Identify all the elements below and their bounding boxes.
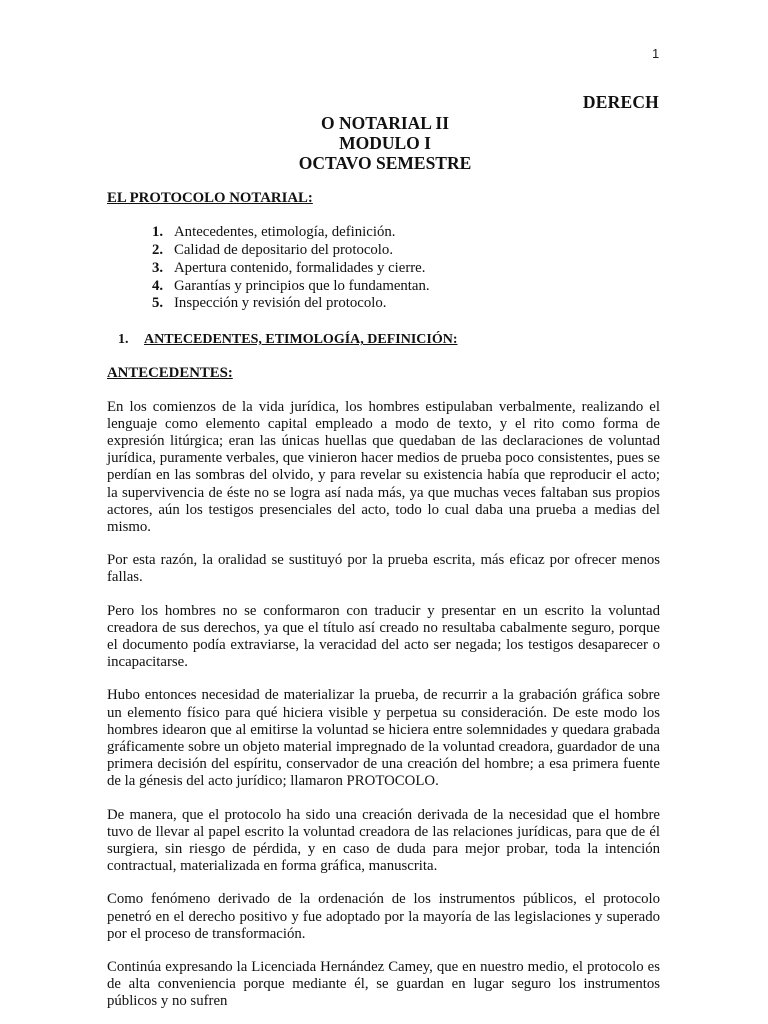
topic-item (152, 242, 660, 260)
paragraph: Por esta razón, la oralidad se sustituyó por la prueba escrita, más eficaz por ofrecer menos fallas. (107, 552, 660, 586)
document-body (107, 190, 660, 1011)
topic-list (107, 224, 660, 313)
topic-item (152, 295, 660, 313)
topic-number: 2. (152, 242, 164, 258)
topic-number: 5. (152, 295, 164, 312)
title-line-4: OCTAVO SEMESTRE (298, 153, 472, 173)
paragraph: De manera, que el protocolo ha sido una creación derivada de la necesidad que el hombre tuvo de llevar al papel escrito la voluntad creadora de las relaciones jurídicas, para que de él surgiera, sin riesgo de pérdida, y en caso de duda para mejor probar, toda la intención contractual, materializada en forma gráfica, manuscrita. (107, 806, 660, 875)
paragraph: Continúa expresando la Licenciada Hernández Camey, que en nuestro medio, el protocolo es de alta conveniencia porque mediante él, se guardan en lugar seguro los instrumentos públicos y no sufren (107, 959, 660, 1010)
antecedentes-heading: ANTECEDENTES: (107, 365, 233, 382)
topic-text: Calidad de depositario del protocolo. (174, 242, 394, 258)
topic-number: 3. (152, 259, 164, 276)
subsection-title: ANTECEDENTES, ETIMOLOGÍA, DEFINICIÓN: (144, 332, 458, 348)
page-number: 1 (652, 46, 660, 61)
paragraph: Pero los hombres no se conformaron con traducir y presentar en un escrito la voluntad creadora de sus derechos, ya que el título así creado no resultaba cabalmente seguro, porque el documento podía extraviarse, la veracidad del acto ser negada; los testigos desaparecer o incapacitarse. (107, 602, 660, 671)
title-block (0, 113, 768, 173)
topic-text: Garantías y principios que lo fundamentan. (174, 277, 430, 294)
topic-text: Inspección y revisión del protocolo. (174, 295, 387, 312)
subsection-number: 1. (118, 332, 129, 348)
paragraph: Hubo entonces necesidad de materializar la prueba, de recurrir a la grabación gráfica sobre un elemento físico para qué hiciera visible y perpetua su consideración. De este modo los hombres idearon que al emitirse la voluntad se hiciera entre solemnidades y quedara grabada gráficamente sobre un objeto material impregnado de la voluntad creadora, guardador de una primera decisión del espíritu, conservador de una creación del hombre; a esa primera fuente de la génesis del acto jurídico; llamaron PROTOCOLO. (107, 687, 660, 790)
topic-item (152, 278, 660, 296)
title-line-2: O NOTARIAL II (320, 113, 450, 133)
section-heading: EL PROTOCOLO NOTARIAL: (107, 190, 313, 206)
paragraph: Como fenómeno derivado de la ordenación de los instrumentos públicos, el protocolo penetró en el derecho positivo y fue adoptado por la mayoría de las legislaciones y superado por el proceso de transformación. (107, 891, 660, 942)
topic-number: 1. (152, 224, 164, 241)
paragraph: En los comienzos de la vida jurídica, los hombres estipulaban verbalmente, realizando el lenguaje como elemento capital empleado a modo de texto, y el rito como forma de expresión litúrgica; eran las únicas huellas que quedaban de las declaraciones de voluntad jurídica, puramente verbales, que vinieron hacer medios de prueba poco consistentes, pues se perdían en las sombras del olvido, y para revelar su existencia había que reproducir el acto; la supervivencia de éste no se logra así nada más, ya que muchas veces faltaban sus propios actores, aún los testigos presenciales del acto, todo lo cual daba una prueba a medias del mismo. (107, 398, 660, 536)
topic-number: 4. (152, 277, 164, 294)
topic-text: Apertura contenido, formalidades y cierre. (174, 259, 426, 276)
topic-item (152, 260, 660, 278)
topic-text: Antecedentes, etimología, definición. (174, 224, 396, 241)
title-line-1: DERECH (582, 92, 659, 112)
subsection-heading (107, 331, 660, 348)
title-line-3: MODULO I (339, 133, 431, 153)
topic-item (152, 224, 660, 242)
